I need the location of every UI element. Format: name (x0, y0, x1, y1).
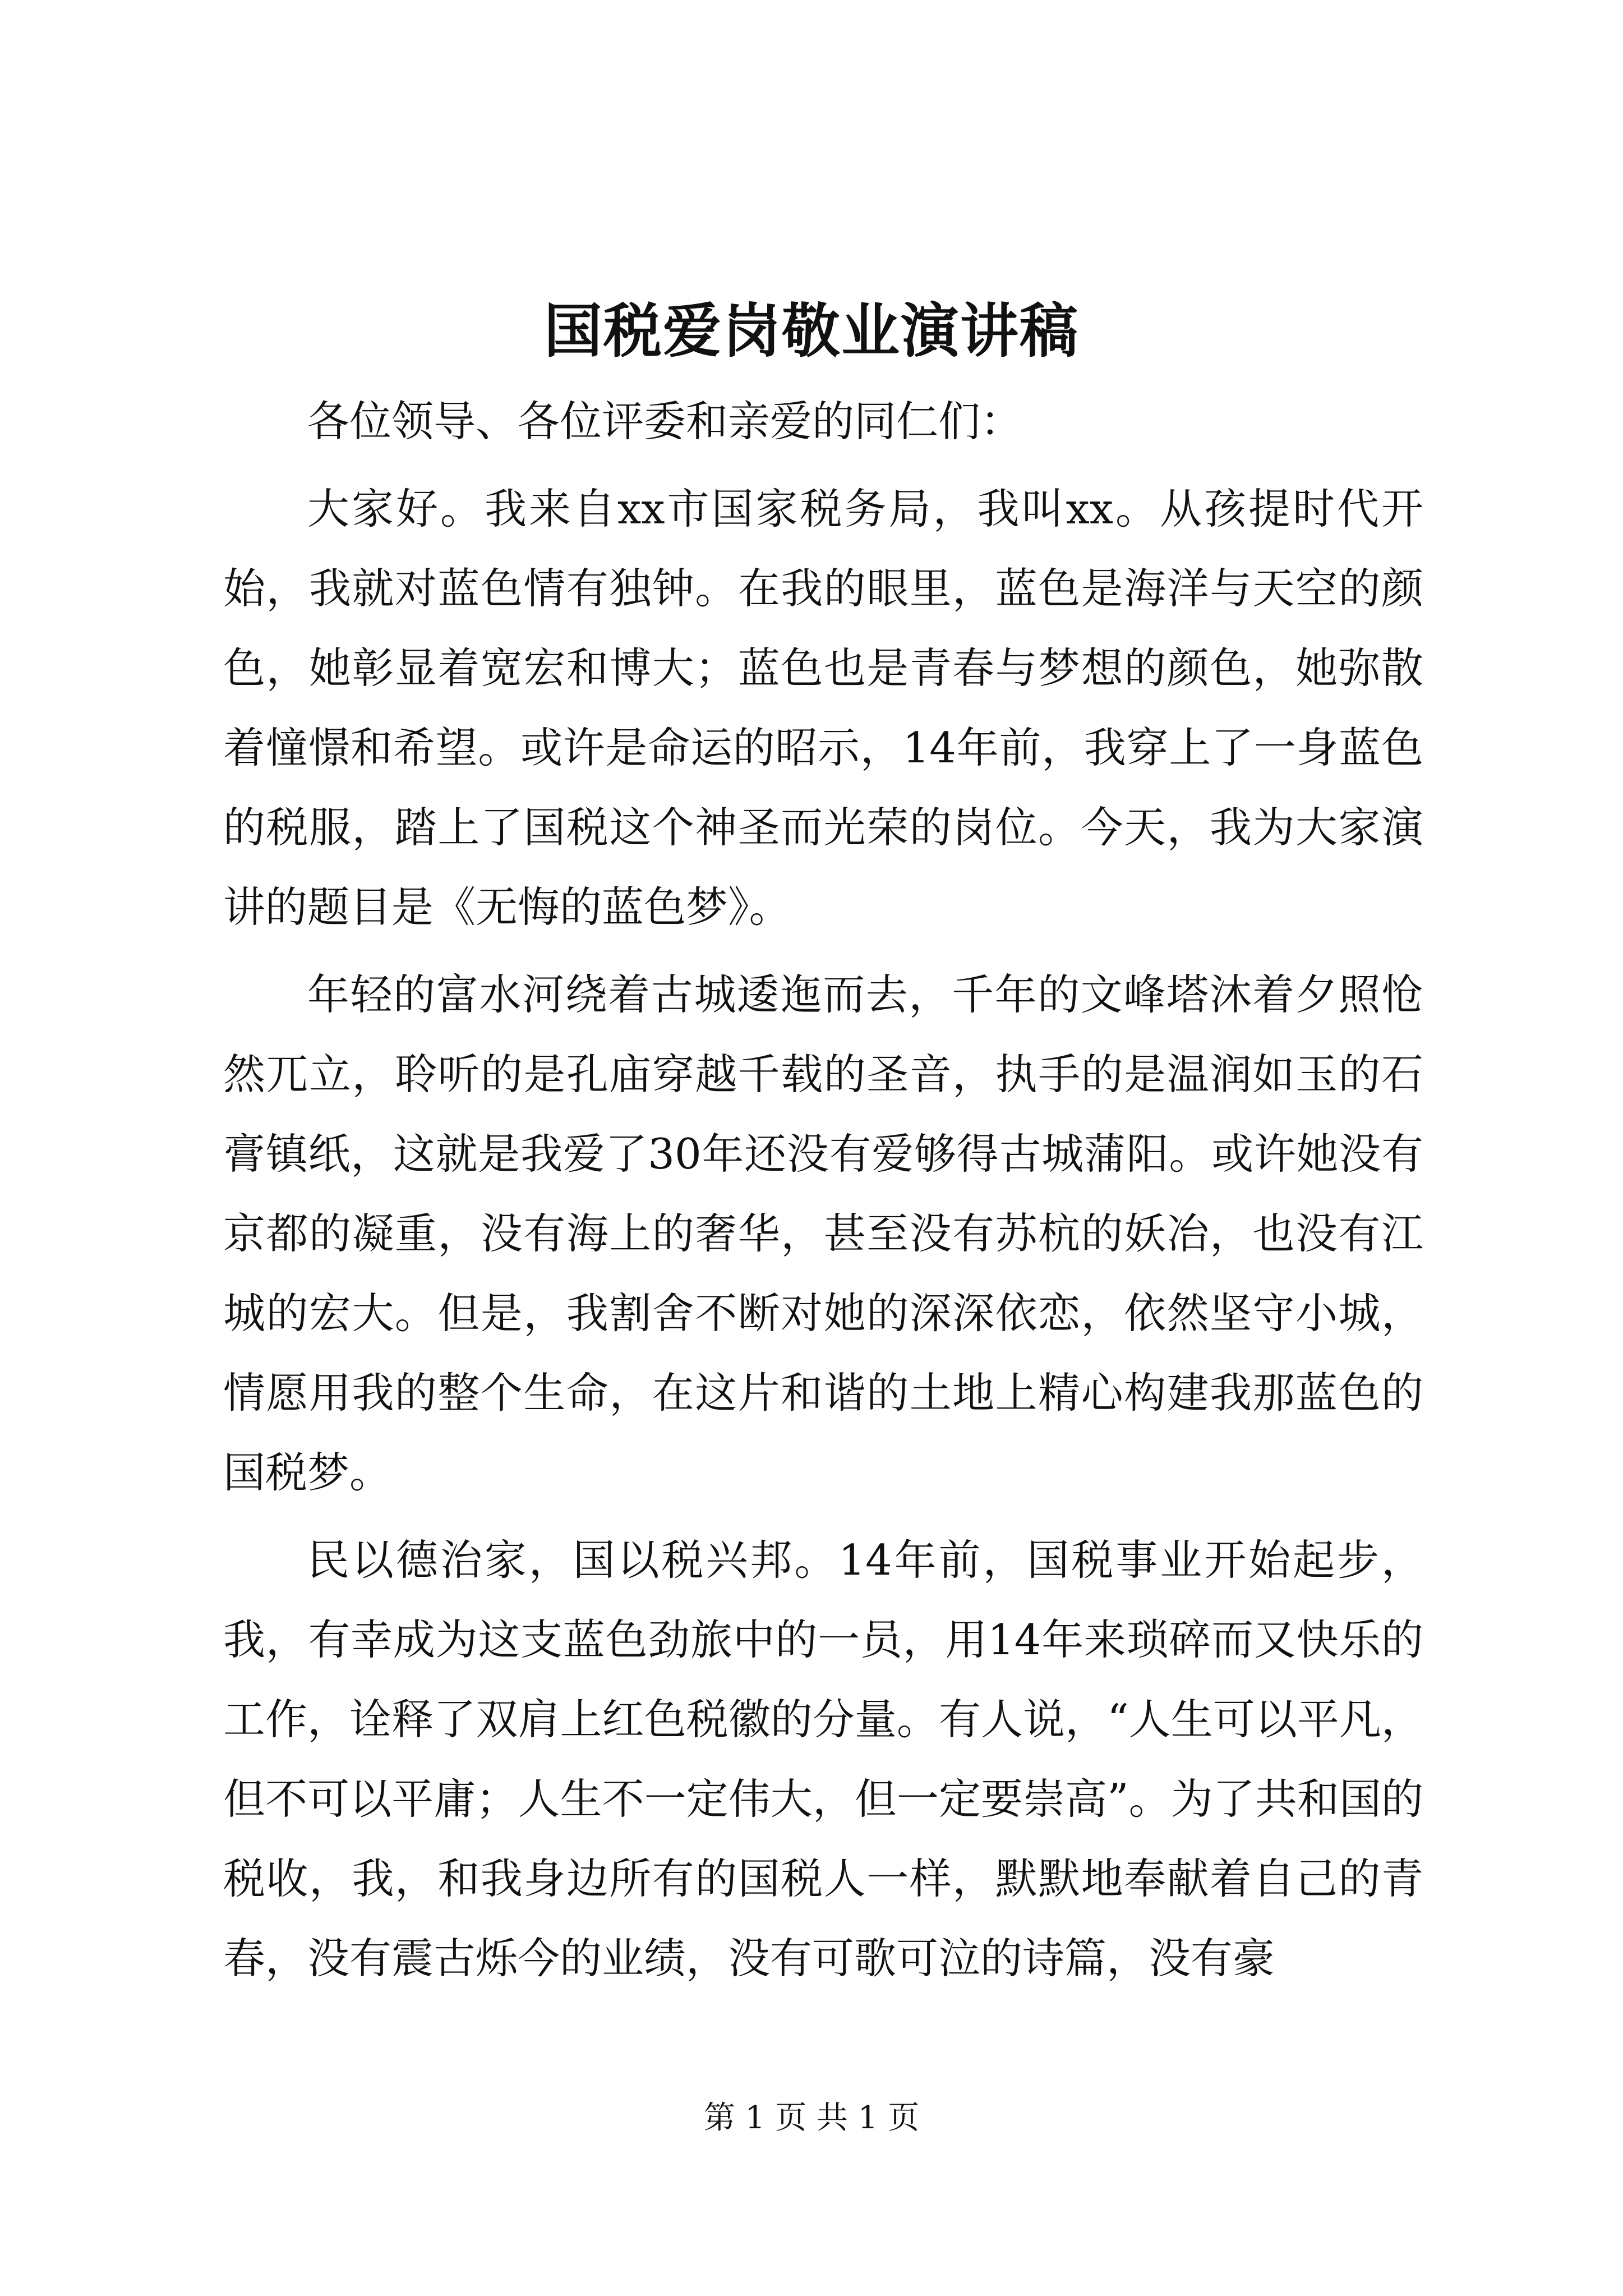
body-paragraph: 民以德治家，国以税兴邦。14年前，国税事业开始起步，我，有幸成为这支蓝色劲旅中的一员，用14年来琐碎而又快乐的工作，诠释了双肩上红色税徽的分量。有人说，“人生可以平凡，但不可以平庸；人生不一定伟大，但一定要崇高”。为了共和国的税收，我，和我身边所有的国税人一样，默默地奉献着自己的青春，没有震古烁今的业绩，没有可歌可泣的诗篇，没有豪 (223, 1535, 1423, 1983)
document-title: 国税爱岗敬业演讲稿 (543, 296, 1079, 365)
body-paragraph: 大家好。我来自xx市国家税务局，我叫xx。从孩提时代开始，我就对蓝色情有独钟。在我的眼里，蓝色是海洋与天空的颜色，她彰显着宽宏和博大；蓝色也是青春与梦想的颜色，她弥散着憧憬和希望。或许是命运的昭示，14年前，我穿上了一身蓝色的税服，踏上了国税这个神圣而光荣的岗位。今天，我为大家演讲的题目是《无悔的蓝色梦》。 (223, 484, 1423, 932)
document-body (223, 381, 1423, 2006)
page-number-footer: 第 1 页 共 1 页 (703, 2100, 920, 2136)
body-paragraph: 年轻的富水河绕着古城逶迤而去，千年的文峰塔沐着夕照怆然兀立，聆听的是孔庙穿越千载的圣音，执手的是温润如玉的石膏镇纸，这就是我爱了30年还没有爱够得古城蒲阳。或许她没有京都的凝重，没有海上的奢华，甚至没有苏杭的妖冶，也没有江城的宏大。但是，我割舍不断对她的深深依恋，依然坚守小城，情愿用我的整个生命，在这片和谐的土地上精心构建我那蓝色的国税梦。 (223, 970, 1423, 1497)
salutation-paragraph: 各位领导、各位评委和亲爱的同仁们： (307, 397, 1023, 446)
